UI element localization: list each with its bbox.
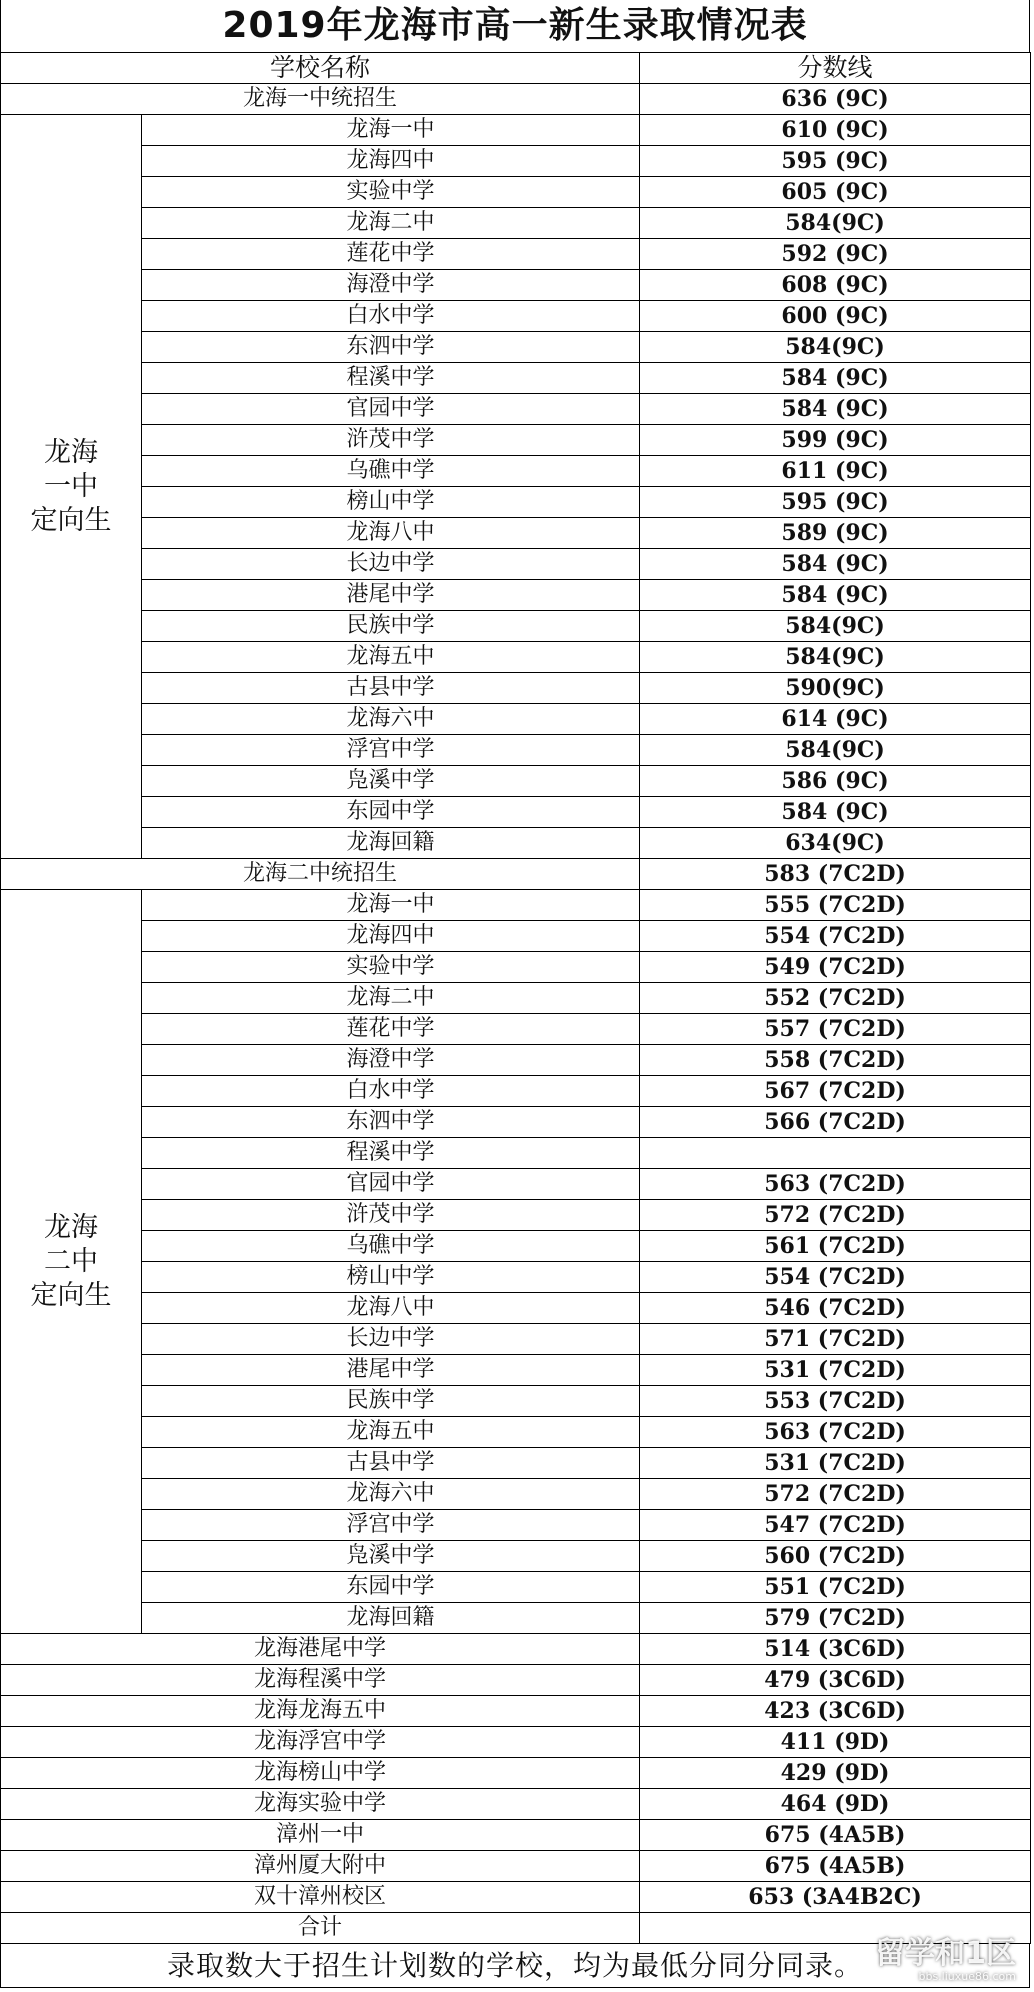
score-cell: 479 (3C6D) (640, 1665, 1031, 1696)
score-cell: 579 (7C2D) (640, 1603, 1031, 1634)
score-cell: 429 (9D) (640, 1758, 1031, 1789)
school-name-cell: 龙海实验中学 (1, 1789, 640, 1820)
school-name-cell: 民族中学 (142, 611, 640, 642)
score-cell: 558 (7C2D) (640, 1045, 1031, 1076)
score-cell: 563 (7C2D) (640, 1169, 1031, 1200)
table-row (1, 270, 1031, 301)
table-row (1, 301, 1031, 332)
table-row (1, 1045, 1031, 1076)
score-cell: 653 (3A4B2C) (640, 1882, 1031, 1913)
table-row (1, 1727, 1031, 1758)
table-row (1, 84, 1031, 115)
score-cell: 546 (7C2D) (640, 1293, 1031, 1324)
table-row (1, 890, 1031, 921)
table-row (1, 115, 1031, 146)
table-row (1, 1758, 1031, 1789)
score-cell: 636 (9C) (640, 84, 1031, 115)
score-cell: 584 (9C) (640, 580, 1031, 611)
school-name-cell: 古县中学 (142, 1448, 640, 1479)
score-cell: 600 (9C) (640, 301, 1031, 332)
school-name-cell: 龙海二中统招生 (1, 859, 640, 890)
score-cell: 547 (7C2D) (640, 1510, 1031, 1541)
header-score: 分数线 (640, 53, 1031, 84)
score-cell: 614 (9C) (640, 704, 1031, 735)
table-row (1, 797, 1031, 828)
score-cell: 675 (4A5B) (640, 1820, 1031, 1851)
table-row (1, 239, 1031, 270)
score-cell: 560 (7C2D) (640, 1541, 1031, 1572)
score-cell: 567 (7C2D) (640, 1076, 1031, 1107)
table-row (1, 921, 1031, 952)
school-name-cell: 海澄中学 (142, 1045, 640, 1076)
school-name-cell: 龙海一中统招生 (1, 84, 640, 115)
score-cell: 583 (7C2D) (640, 859, 1031, 890)
school-name-cell: 龙海港尾中学 (1, 1634, 640, 1665)
school-name-cell: 东园中学 (142, 1572, 640, 1603)
school-name-cell: 龙海一中 (142, 115, 640, 146)
score-cell: 554 (7C2D) (640, 921, 1031, 952)
score-cell: 589 (9C) (640, 518, 1031, 549)
table-row (1, 735, 1031, 766)
school-name-cell: 白水中学 (142, 1076, 640, 1107)
score-cell: 610 (9C) (640, 115, 1031, 146)
school-name-cell: 龙海龙海五中 (1, 1696, 640, 1727)
score-cell: 411 (9D) (640, 1727, 1031, 1758)
score-cell: 595 (9C) (640, 146, 1031, 177)
school-name-cell: 龙海程溪中学 (1, 1665, 640, 1696)
table-row (1, 1355, 1031, 1386)
table-row (1, 1138, 1031, 1169)
table-row (1, 1448, 1031, 1479)
table-row (1, 1820, 1031, 1851)
score-cell (640, 1138, 1031, 1169)
table-row (1, 208, 1031, 239)
table-row (1, 580, 1031, 611)
score-cell: 611 (9C) (640, 456, 1031, 487)
school-name-cell: 榜山中学 (142, 1262, 640, 1293)
score-cell: 584 (9C) (640, 363, 1031, 394)
footnote: 录取数大于招生计划数的学校，均为最低分同分同录。 (0, 1944, 1030, 1988)
score-cell: 584(9C) (640, 642, 1031, 673)
table-row (1, 1107, 1031, 1138)
score-cell: 571 (7C2D) (640, 1324, 1031, 1355)
score-cell: 675 (4A5B) (640, 1851, 1031, 1882)
school-name-cell: 长边中学 (142, 1324, 640, 1355)
score-cell: 572 (7C2D) (640, 1479, 1031, 1510)
table-row (1, 1603, 1031, 1634)
table-row (1, 1696, 1031, 1727)
school-name-cell: 浒茂中学 (142, 1200, 640, 1231)
table-row (1, 177, 1031, 208)
score-cell: 561 (7C2D) (640, 1231, 1031, 1262)
school-name-cell: 龙海二中 (142, 983, 640, 1014)
school-name-cell: 漳州厦大附中 (1, 1851, 640, 1882)
school-name-cell: 莲花中学 (142, 1014, 640, 1045)
score-cell: 514 (3C6D) (640, 1634, 1031, 1665)
school-name-cell: 官园中学 (142, 394, 640, 425)
table-row (1, 518, 1031, 549)
group-label-line: 定向生 (30, 504, 112, 536)
table-row (1, 425, 1031, 456)
score-cell: 557 (7C2D) (640, 1014, 1031, 1045)
table-row (1, 704, 1031, 735)
group-label-line: 定向生 (30, 1279, 112, 1311)
table-row (1, 332, 1031, 363)
school-name-cell: 龙海八中 (142, 1293, 640, 1324)
school-name-cell: 港尾中学 (142, 580, 640, 611)
table-row (1, 487, 1031, 518)
table-row (1, 1386, 1031, 1417)
school-name-cell: 官园中学 (142, 1169, 640, 1200)
school-name-cell: 榜山中学 (142, 487, 640, 518)
school-name-cell: 龙海二中 (142, 208, 640, 239)
school-name-cell: 古县中学 (142, 673, 640, 704)
group-label-line: 二中 (44, 1245, 98, 1277)
score-cell: 592 (9C) (640, 239, 1031, 270)
score-cell: 586 (9C) (640, 766, 1031, 797)
school-name-cell: 双十漳州校区 (1, 1882, 640, 1913)
school-name-cell: 实验中学 (142, 177, 640, 208)
score-cell: 549 (7C2D) (640, 952, 1031, 983)
school-name-cell: 实验中学 (142, 952, 640, 983)
group-label-line: 龙海 (44, 1211, 98, 1243)
score-cell: 563 (7C2D) (640, 1417, 1031, 1448)
school-name-cell: 海澄中学 (142, 270, 640, 301)
table-row (1, 1882, 1031, 1913)
table-row (1, 1572, 1031, 1603)
table-row (1, 673, 1031, 704)
table-row (1, 394, 1031, 425)
table-row (1, 1541, 1031, 1572)
score-cell: 572 (7C2D) (640, 1200, 1031, 1231)
score-cell: 554 (7C2D) (640, 1262, 1031, 1293)
score-cell: 634(9C) (640, 828, 1031, 859)
table-row (1, 1231, 1031, 1262)
table-row (1, 766, 1031, 797)
score-cell: 551 (7C2D) (640, 1572, 1031, 1603)
score-cell: 531 (7C2D) (640, 1355, 1031, 1386)
school-name-cell: 莲花中学 (142, 239, 640, 270)
score-cell: 605 (9C) (640, 177, 1031, 208)
school-name-cell: 龙海回籍 (142, 1603, 640, 1634)
school-name-cell: 龙海六中 (142, 1479, 640, 1510)
school-name-cell: 浮宫中学 (142, 1510, 640, 1541)
table-row (1, 1479, 1031, 1510)
watermark-sub: bbs.liuxue86.com (918, 1970, 1016, 1983)
score-cell: 595 (9C) (640, 487, 1031, 518)
score-cell: 590(9C) (640, 673, 1031, 704)
table-row (1, 1510, 1031, 1541)
school-name-cell: 东园中学 (142, 797, 640, 828)
score-cell: 552 (7C2D) (640, 983, 1031, 1014)
score-cell: 584 (9C) (640, 549, 1031, 580)
school-name-cell: 长边中学 (142, 549, 640, 580)
school-name-cell: 漳州一中 (1, 1820, 640, 1851)
school-name-cell: 龙海四中 (142, 146, 640, 177)
school-name-cell: 龙海八中 (142, 518, 640, 549)
table-row (1, 1014, 1031, 1045)
school-name-cell: 民族中学 (142, 1386, 640, 1417)
table-row (1, 1293, 1031, 1324)
school-name-cell: 浒茂中学 (142, 425, 640, 456)
table-row (1, 642, 1031, 673)
score-cell: 531 (7C2D) (640, 1448, 1031, 1479)
school-name-cell: 乌礁中学 (142, 456, 640, 487)
score-cell: 599 (9C) (640, 425, 1031, 456)
table-row (1, 1076, 1031, 1107)
score-cell: 584(9C) (640, 611, 1031, 642)
table-row (1, 828, 1031, 859)
school-name-cell: 凫溪中学 (142, 1541, 640, 1572)
table-row (1, 549, 1031, 580)
table-row (1, 1665, 1031, 1696)
school-name-cell: 龙海五中 (142, 1417, 640, 1448)
score-cell: 584 (9C) (640, 394, 1031, 425)
school-name-cell: 龙海回籍 (142, 828, 640, 859)
score-cell: 464 (9D) (640, 1789, 1031, 1820)
group-label-yizhong (1, 115, 142, 859)
group-label-line: 龙海 (44, 436, 98, 468)
school-name-cell: 程溪中学 (142, 1138, 640, 1169)
score-cell: 584 (9C) (640, 797, 1031, 828)
table-row (1, 611, 1031, 642)
table-row (1, 1417, 1031, 1448)
table-row (1, 983, 1031, 1014)
admission-table-body (1, 53, 1031, 1944)
table-row (1, 1851, 1031, 1882)
score-cell: 584(9C) (640, 208, 1031, 239)
table-row (1, 363, 1031, 394)
table-row (1, 1200, 1031, 1231)
school-name-cell: 凫溪中学 (142, 766, 640, 797)
school-name-cell: 龙海一中 (142, 890, 640, 921)
header-school: 学校名称 (1, 53, 640, 84)
score-cell: 566 (7C2D) (640, 1107, 1031, 1138)
score-cell: 553 (7C2D) (640, 1386, 1031, 1417)
table-row (1, 1169, 1031, 1200)
school-name-cell: 乌礁中学 (142, 1231, 640, 1262)
school-name-cell: 龙海浮宫中学 (1, 1727, 640, 1758)
school-name-cell: 东泗中学 (142, 332, 640, 363)
table-row (1, 859, 1031, 890)
table-row (1, 1634, 1031, 1665)
score-cell: 584(9C) (640, 332, 1031, 363)
school-name-cell: 龙海六中 (142, 704, 640, 735)
score-cell: 555 (7C2D) (640, 890, 1031, 921)
admission-table (0, 52, 1031, 1944)
table-row (1, 1262, 1031, 1293)
watermark-main: 留学和1区 (875, 1936, 1016, 1971)
table-title: 2019年龙海市高一新生录取情况表 (0, 0, 1030, 52)
table-row (1, 456, 1031, 487)
group-label-line: 一中 (44, 470, 98, 502)
school-name-cell: 龙海榜山中学 (1, 1758, 640, 1789)
score-cell: 608 (9C) (640, 270, 1031, 301)
school-name-cell: 龙海四中 (142, 921, 640, 952)
school-name-cell: 龙海五中 (142, 642, 640, 673)
score-cell: 423 (3C6D) (640, 1696, 1031, 1727)
school-name-cell: 白水中学 (142, 301, 640, 332)
table-row (1, 1789, 1031, 1820)
table-row (1, 952, 1031, 983)
school-name-cell: 程溪中学 (142, 363, 640, 394)
school-name-cell: 港尾中学 (142, 1355, 640, 1386)
header-row (1, 53, 1031, 84)
school-name-cell: 浮宫中学 (142, 735, 640, 766)
table-row (1, 146, 1031, 177)
school-name-cell: 东泗中学 (142, 1107, 640, 1138)
total-label: 合计 (1, 1913, 640, 1944)
table-row (1, 1324, 1031, 1355)
score-cell: 584(9C) (640, 735, 1031, 766)
group-label-erzhong (1, 890, 142, 1634)
watermark (846, 1938, 1016, 1986)
